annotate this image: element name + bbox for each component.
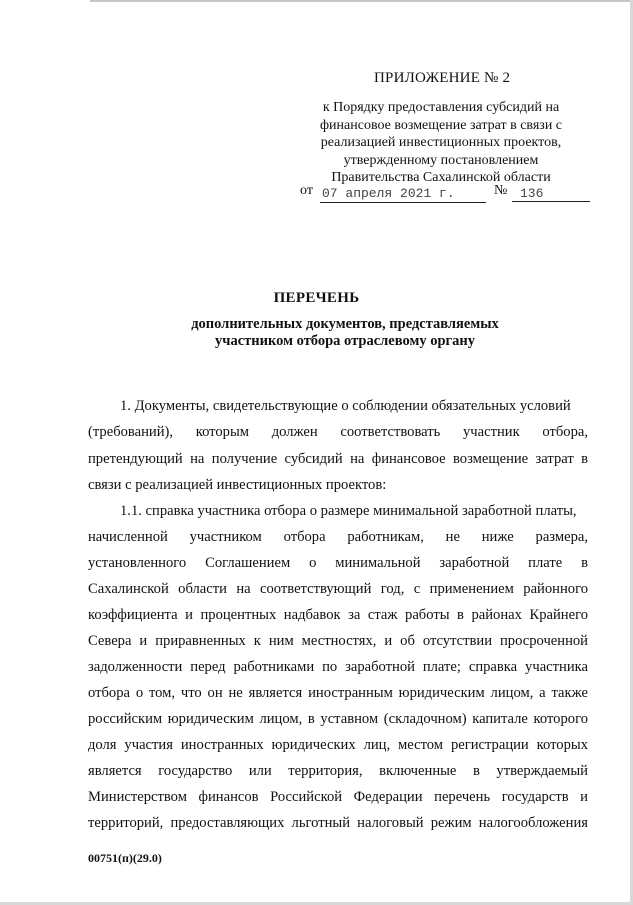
document-subheading <box>100 316 590 350</box>
paragraph-line: Сахалинской области на соответствующий год, с применением районного <box>88 581 588 597</box>
paragraph-line: задолженности перед работниками по заработной плате; справка участника <box>88 659 588 675</box>
paragraph-line: отбора о том, что он не является иностранным юридическим лицом, а также <box>88 685 588 701</box>
subheading-line: дополнительных документов, представляемых <box>191 316 499 332</box>
appendix-line: к Порядку предоставления субсидий на <box>322 100 560 115</box>
paragraph-line: связи с реализацией инвестиционных проектов: <box>88 477 387 493</box>
paragraph-line: Севера и приравненных к ним местностях, и об отсутствии просроченной <box>88 633 588 649</box>
resolution-number: 136 <box>512 186 590 202</box>
number-sign: № <box>494 183 508 198</box>
paragraph-line: начисленной участником отбора работникам, не ниже размера, <box>88 529 588 545</box>
paragraph-line: доля участия иностранных юридических лиц, местом регистрации которых <box>88 737 588 753</box>
date-prefix: от <box>300 183 313 198</box>
appendix-line: утвержденному постановлением <box>343 152 539 168</box>
scan-edge-top <box>90 0 633 2</box>
paragraph-line: 1. Документы, свидетельствующие о соблюдении обязательных условий <box>120 398 571 414</box>
document-heading: ПЕРЕЧЕНЬ <box>273 290 360 306</box>
paragraph-line: Министерством финансов Российской Федерации перечень государств и <box>88 789 588 805</box>
paragraph-line: установленного Соглашением о минимальной заработной плате в <box>88 555 588 571</box>
paragraph-line: является государство или территория, включенные в утверждаемый <box>88 763 588 779</box>
paragraph-line: (требований), которым должен соответствовать участник отбора, <box>88 424 588 440</box>
appendix-description <box>300 99 582 187</box>
appendix-line: Правительства Сахалинской области <box>331 170 551 185</box>
subheading-line: участником отбора отраслевому органу <box>215 333 475 349</box>
appendix-line: финансовое возмещение затрат в связи с <box>319 117 563 133</box>
appendix-line: реализацией инвестиционных проектов, <box>320 135 562 150</box>
paragraph-line: российским юридическим лицом, в уставном (складочном) капитале которого <box>88 711 588 727</box>
resolution-date: 07 апреля 2021 г. <box>320 186 486 203</box>
document-code: 00751(п)(29.0) <box>88 851 162 865</box>
appendix-title: ПРИЛОЖЕНИЕ № 2 <box>374 70 511 86</box>
paragraph-line: претендующий на получение субсидий на финансовое возмещение затрат в <box>88 451 588 467</box>
paragraph-line: территорий, предоставляющих льготный налоговый режим налогообложения <box>88 815 588 831</box>
paragraph-line: 1.1. справка участника отбора о размере минимальной заработной платы, <box>120 503 577 519</box>
paragraph-line: коэффициента и процентных надбавок за стаж работы в районах Крайнего <box>88 607 588 623</box>
